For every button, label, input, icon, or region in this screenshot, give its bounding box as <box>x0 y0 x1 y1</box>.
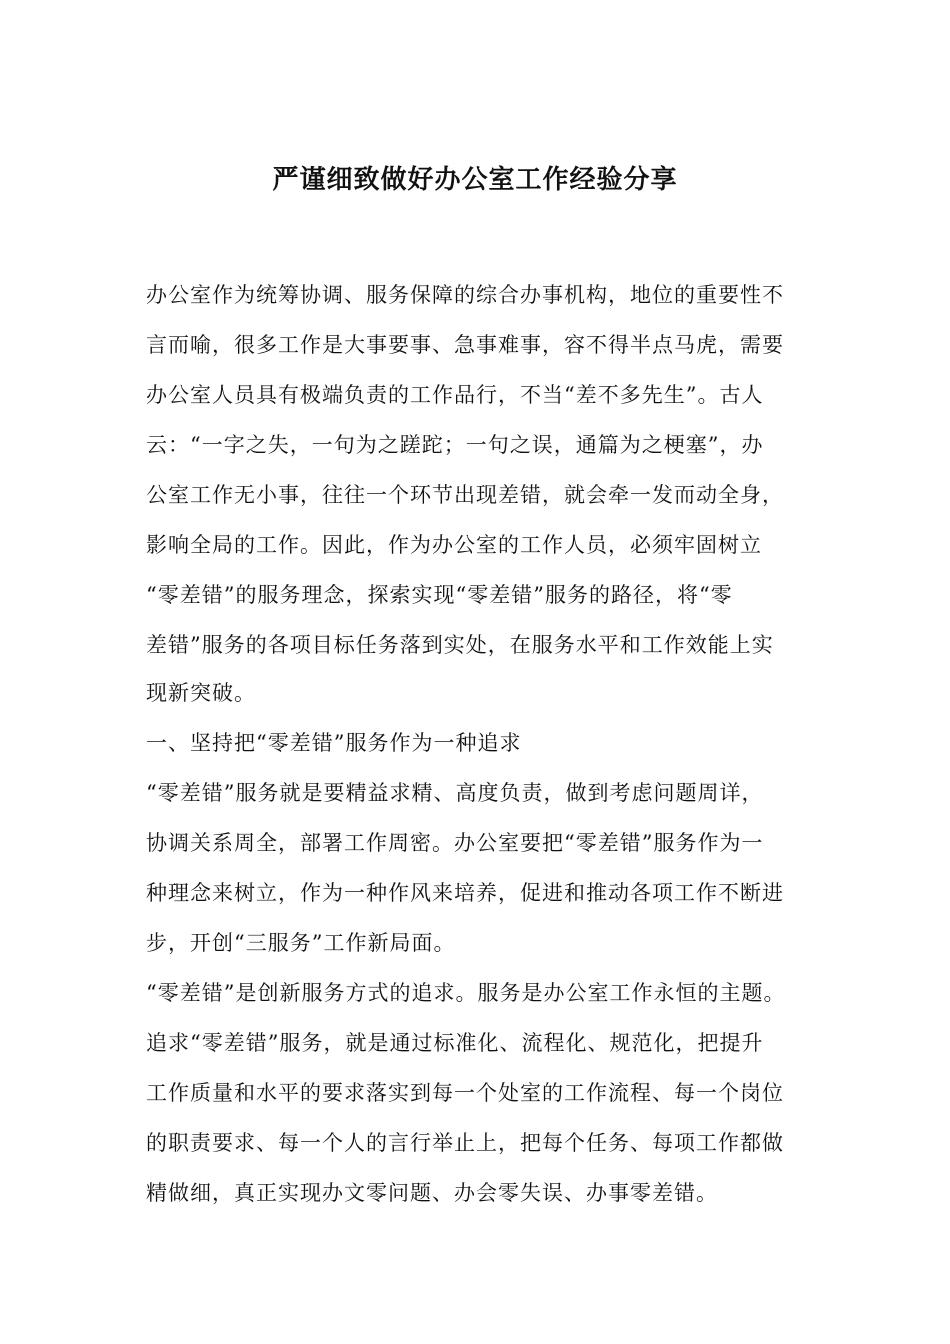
body-line: “零差错”服务就是要精益求精、高度负责，做到考虑问题周详， <box>146 781 764 805</box>
body-line: 云：“一字之失，一句为之蹉跎；一句之误，通篇为之梗塞”，办 <box>146 433 764 457</box>
body-line: 办公室人员具有极端负责的工作品行，不当“差不多先生”。古人 <box>146 383 764 407</box>
body-line: 种理念来树立，作为一种作风来培养，促进和推动各项工作不断进 <box>146 881 784 905</box>
body-line: 协调关系周全，部署工作周密。办公室要把“零差错”服务作为一 <box>146 831 764 855</box>
body-line: 步，开创“三服务”工作新局面。 <box>146 931 456 955</box>
body-line: 现新突破。 <box>146 681 256 705</box>
document-title: 严谨细致做好办公室工作经验分享 <box>272 165 678 195</box>
body-line: 言而喻，很多工作是大事要事、急事难事，容不得半点马虎，需要 <box>146 333 784 357</box>
body-line: “零差错”的服务理念，探索实现“零差错”服务的路径，将“零 <box>146 583 733 607</box>
body-line: “零差错”是创新服务方式的追求。服务是办公室工作永恒的主题。 <box>146 981 786 1005</box>
body-line: 的职责要求、每一个人的言行举止上，把每个任务、每项工作都做 <box>146 1131 784 1155</box>
body-line: 精做细，真正实现办文零问题、办会零失误、办事零差错。 <box>146 1181 718 1205</box>
body-line: 差错”服务的各项目标任务落到实处，在服务水平和工作效能上实 <box>146 633 774 657</box>
body-line: 办公室作为统筹协调、服务保障的综合办事机构，地位的重要性不 <box>146 283 784 307</box>
body-line: 公室工作无小事，往往一个环节出现差错，就会牵一发而动全身， <box>146 483 784 507</box>
body-line: 追求“零差错”服务，就是通过标准化、流程化、规范化，把提升 <box>146 1031 764 1055</box>
body-line: 工作质量和水平的要求落实到每一个处室的工作流程、每一个岗位 <box>146 1081 784 1105</box>
body-line: 影响全局的工作。因此，作为办公室的工作人员，必须牢固树立 <box>146 533 762 557</box>
section-heading: 一、坚持把“零差错”服务作为一种追求 <box>146 731 522 755</box>
